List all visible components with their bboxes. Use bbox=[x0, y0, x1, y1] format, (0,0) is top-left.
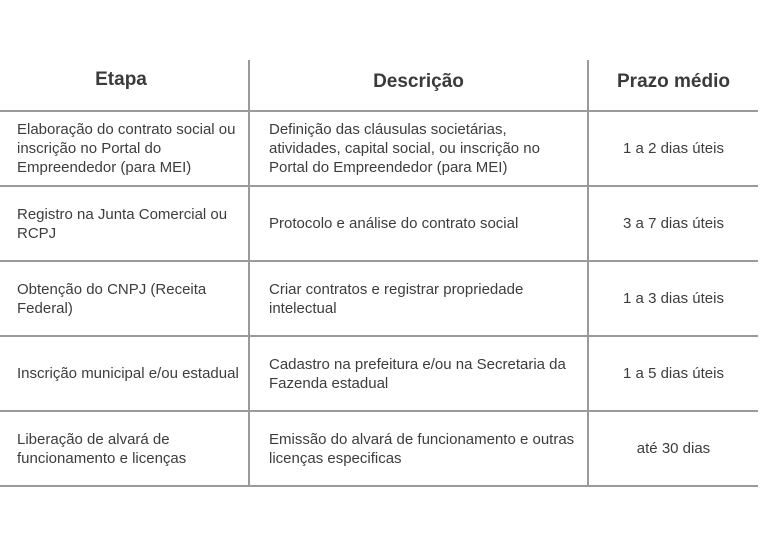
cell-etapa: Liberação de alvará de funcionamento e licenças bbox=[17, 430, 187, 467]
cell-prazo: 1 a 5 dias úteis bbox=[587, 337, 758, 410]
cell-etapa: Inscrição municipal e/ou estadual bbox=[17, 365, 239, 382]
cell-descricao: Emissão do alvará de funcionamento e outras licenças especificas bbox=[248, 412, 587, 485]
table-header-row bbox=[0, 60, 758, 112]
cell-prazo: até 30 dias bbox=[587, 412, 758, 485]
cell-prazo: 1 a 3 dias úteis bbox=[587, 262, 758, 335]
header-prazo: Prazo médio bbox=[587, 60, 758, 110]
header-etapa: Etapa bbox=[95, 69, 147, 90]
cell-prazo: 1 a 2 dias úteis bbox=[587, 112, 758, 185]
header-descricao: Descrição bbox=[248, 60, 587, 110]
cell-descricao: Definição das cláusulas societárias, atividades, capital social, ou inscrição no Portal do Empreendedor (para MEI) bbox=[248, 112, 587, 185]
cell-etapa: Obtenção do CNPJ (Receita Federal) bbox=[17, 280, 207, 317]
table-row bbox=[0, 412, 758, 487]
cell-etapa: Registro na Junta Comercial ou RCPJ bbox=[17, 205, 228, 242]
cell-descricao: Criar contratos e registrar propriedade intelectual bbox=[248, 262, 587, 335]
table-row bbox=[0, 187, 758, 262]
stages-table bbox=[0, 60, 758, 487]
table-row bbox=[0, 262, 758, 337]
cell-descricao: Cadastro na prefeitura e/ou na Secretaria da Fazenda estadual bbox=[248, 337, 587, 410]
cell-prazo: 3 a 7 dias úteis bbox=[587, 187, 758, 260]
cell-etapa: Elaboração do contrato social ou inscrição no Portal do Empreendedor (para MEI) bbox=[17, 121, 236, 176]
table-row bbox=[0, 337, 758, 412]
cell-descricao: Protocolo e análise do contrato social bbox=[248, 187, 587, 260]
table-row bbox=[0, 112, 758, 187]
